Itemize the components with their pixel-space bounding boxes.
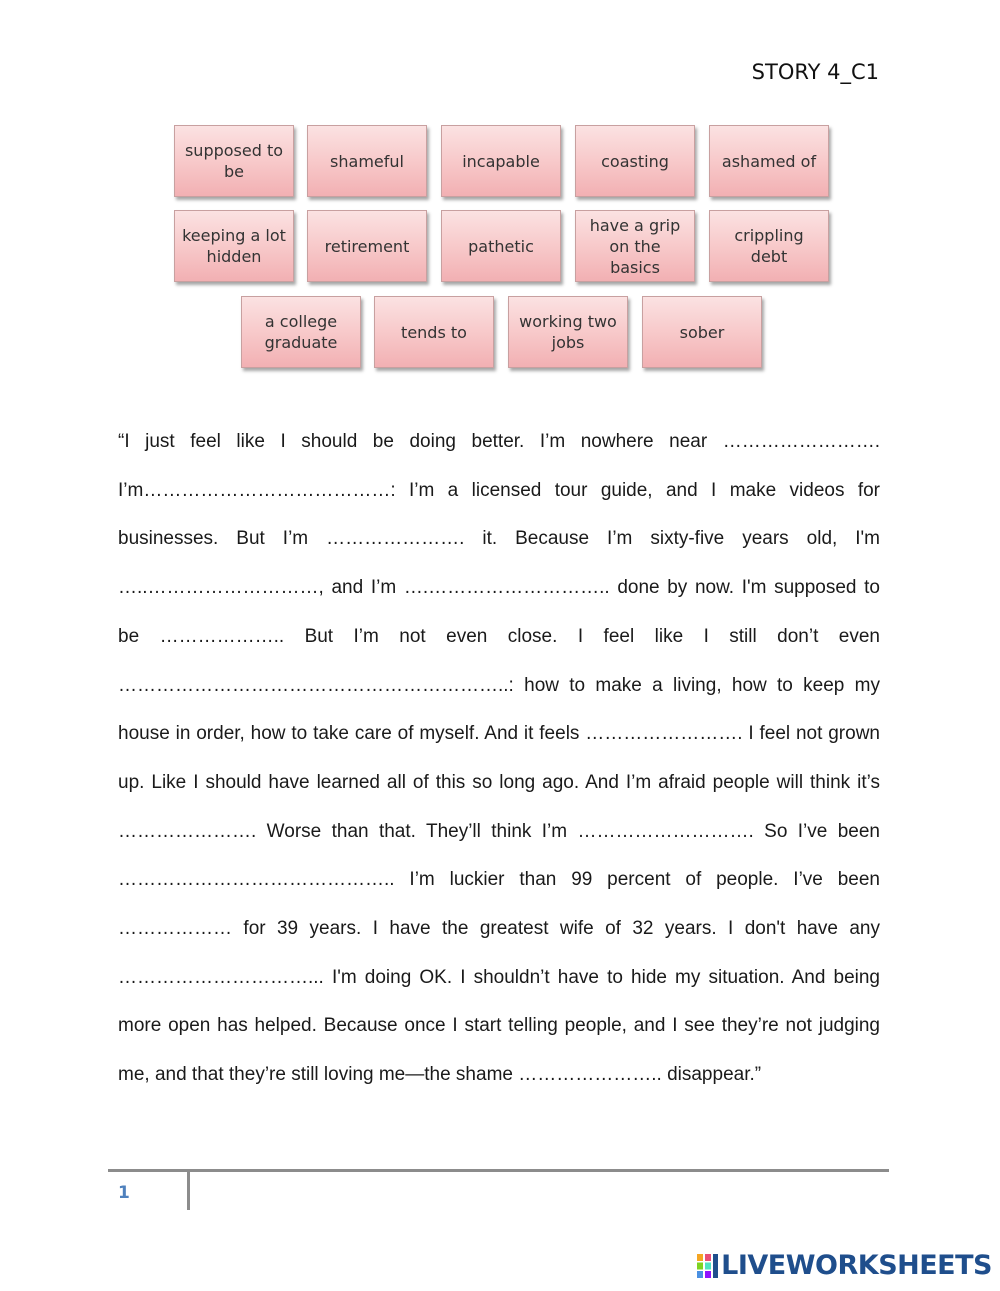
- page-number: 1: [118, 1183, 130, 1203]
- brand-name: LIVEWORKSHEETS: [721, 1250, 992, 1281]
- liveworksheets-brand: [697, 1250, 992, 1281]
- word-chip[interactable]: pathetic: [441, 210, 561, 282]
- word-chip[interactable]: shameful: [307, 125, 427, 197]
- word-chip[interactable]: ashamed of: [709, 125, 829, 197]
- word-chip[interactable]: have a grip on the basics: [575, 210, 695, 282]
- word-chip[interactable]: tends to: [374, 296, 494, 368]
- footer-divider: [108, 1169, 889, 1172]
- word-chip[interactable]: keeping a lot hidden: [174, 210, 294, 282]
- word-chip[interactable]: sober: [642, 296, 762, 368]
- story-paragraph: “I just feel like I should be doing better. I’m nowhere near ……………………. I’m…………………………………: I’m a licensed tour guide, and I make videos for businesses. But I’m …………………. it. Because I’m sixty-five years old, I'm …..………………………, and I’m ….……………………….. done by now. I'm supposed to be ……………….. But I’m not even close. I feel like I still don’t even ……………………………………………………..: how to make a living, how to keep my house in order, how to take care of myself. And it feels ……………………. I feel not grown up. Like I should have learned all of this so long ago. And I’m afraid people will think it’s …………………. Worse than that. They’ll think I’m ………………………. So I’ve been …………………………………….. I’m luckier than 99 percent of people. I’ve been ……………… for 39 years. I have the greatest wife of 32 years. I don't have any …………………………... I'm doing OK. I shouldn’t have to hide my situation. And being more open has helped. Because once I start telling people, and I see they’re not judging me, and that they’re still loving me—the shame ………………….. disappear.”: [118, 431, 880, 1086]
- word-chip[interactable]: incapable: [441, 125, 561, 197]
- word-chip[interactable]: supposed to be: [174, 125, 294, 197]
- word-chip[interactable]: working two jobs: [508, 296, 628, 368]
- word-chip[interactable]: retirement: [307, 210, 427, 282]
- word-chip[interactable]: crippling debt: [709, 210, 829, 282]
- footer-vertical-divider: [187, 1172, 190, 1210]
- story-title: STORY 4_C1: [751, 60, 879, 84]
- word-chip[interactable]: coasting: [575, 125, 695, 197]
- liveworksheets-logo-icon: [697, 1253, 719, 1279]
- word-chip[interactable]: a college graduate: [241, 296, 361, 368]
